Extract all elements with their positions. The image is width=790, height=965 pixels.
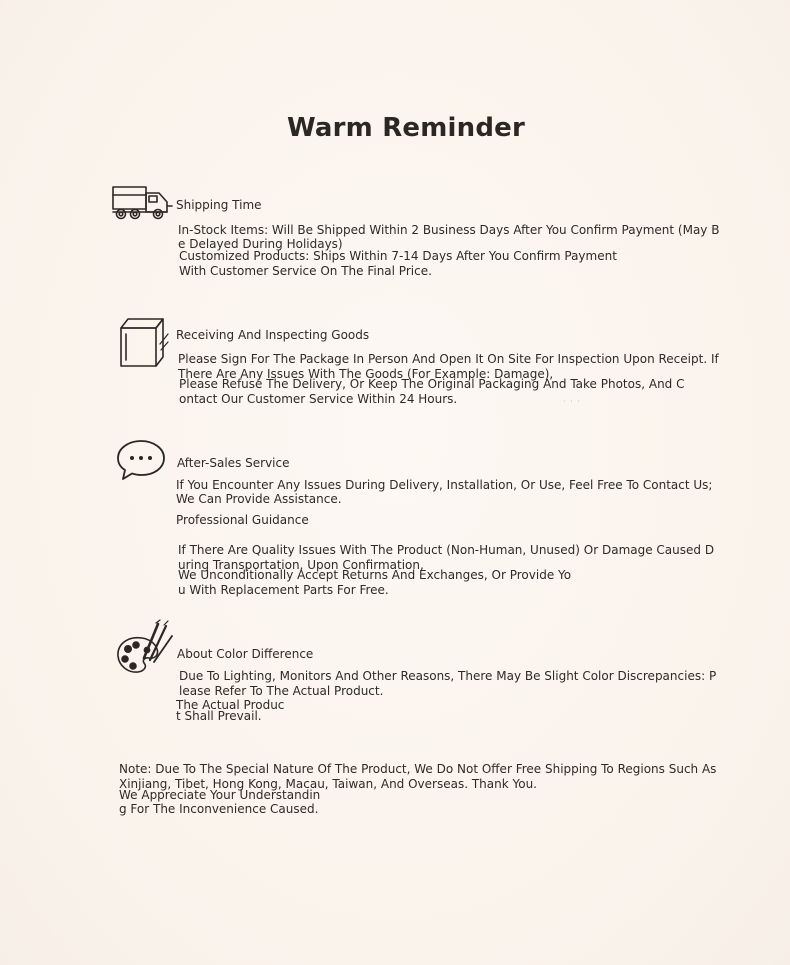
- section-heading: Receiving And Inspecting Goods: [176, 328, 370, 342]
- section-text-line: Please Sign For The Package In Person And Open It On Site For Inspection Upon Receipt. If: [178, 352, 719, 366]
- box-icon: [116, 316, 172, 372]
- section-text-line: uring Transportation, Upon Confirmation,: [178, 558, 424, 572]
- note-text-line: Note: Due To The Special Nature Of The Product, We Do Not Offer Free Shipping To Regions Such As: [119, 762, 717, 776]
- section-heading: Shipping Time: [176, 198, 262, 212]
- decorative-dots: · · ·: [563, 397, 581, 406]
- chat-bubble-icon: [115, 438, 167, 482]
- section-text-line: In-Stock Items: Will Be Shipped Within 2 Business Days After You Confirm Payment (May B: [178, 223, 720, 237]
- page-title: Warm Reminder: [286, 113, 526, 143]
- section-text-line: Please Refuse The Delivery, Or Keep The Original Packaging And Take Photos, And C: [179, 377, 685, 391]
- section-text-line: We Unconditionally Accept Returns And Exchanges, Or Provide Yo: [178, 568, 572, 582]
- truck-icon: [111, 184, 175, 222]
- section-text-line: There Are Any Issues With The Goods (For Example: Damage),: [178, 367, 554, 381]
- section-text-line: Due To Lighting, Monitors And Other Reasons, There May Be Slight Color Discrepancies: P: [179, 669, 717, 683]
- section-text-line: With Customer Service On The Final Price.: [179, 264, 432, 278]
- note-text-line: We Appreciate Your Understandin: [119, 788, 321, 802]
- note-text-line: g For The Inconvenience Caused.: [119, 802, 319, 816]
- section-text-line: u With Replacement Parts For Free.: [178, 583, 389, 597]
- section-subheading: Professional Guidance: [176, 513, 309, 527]
- section-text-line: If There Are Quality Issues With The Product (Non-Human, Unused) Or Damage Caused D: [178, 543, 715, 557]
- section-text-line: t Shall Prevail.: [176, 709, 262, 723]
- section-text-line: lease Refer To The Actual Product.: [179, 684, 384, 698]
- section-text-line: The Actual Produc: [176, 698, 285, 712]
- section-text-line: Customized Products: Ships Within 7-14 Days After You Confirm Payment: [179, 249, 617, 263]
- section-text-line: ontact Our Customer Service Within 24 Hours.: [179, 392, 458, 406]
- section-heading: About Color Difference: [177, 647, 314, 661]
- section-text-line: e Delayed During Holidays): [178, 237, 343, 251]
- note-text-line: Xinjiang, Tibet, Hong Kong, Macau, Taiwan, And Overseas. Thank You.: [119, 777, 537, 791]
- palette-icon: [114, 618, 176, 678]
- section-text-line: If You Encounter Any Issues During Delivery, Installation, Or Use, Feel Free To Contact Us;: [176, 478, 713, 492]
- section-text-line: We Can Provide Assistance.: [176, 492, 342, 506]
- section-heading: After-Sales Service: [177, 456, 290, 470]
